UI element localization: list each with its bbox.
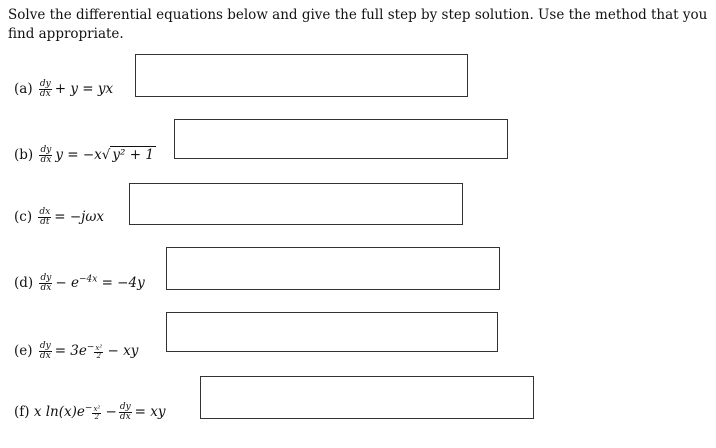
problem-b-equation: [14, 146, 156, 165]
problem-f-rhs: = xy: [134, 404, 166, 420]
sqrt-radicand: y² + 1: [112, 147, 154, 163]
problem-f-lhs: x ln(x)e: [33, 404, 85, 420]
problem-d-rhs: = −4y: [101, 275, 145, 291]
problem-c-rhs: = −jωx: [54, 209, 104, 225]
exponent-sign: −: [84, 403, 93, 414]
derivative-fraction: $\frac{dy}{dx}$: [40, 145, 52, 165]
problem-f-tag: (f): [14, 404, 30, 420]
answer-box-b[interactable]: [174, 119, 508, 159]
answer-box-d[interactable]: [166, 247, 500, 290]
problem-b-tag: (b): [14, 147, 34, 163]
problem-e-tag: (e): [14, 343, 33, 359]
answer-box-f[interactable]: [200, 376, 534, 419]
minus-sign: −: [105, 404, 117, 420]
exponent-fraction: $\frac{\text{x²}}{2}$: [95, 343, 103, 360]
derivative-fraction: $\frac{dy}{dx}$: [39, 79, 51, 99]
exponent-sign: −: [86, 342, 95, 353]
derivative-fraction: $\frac{dx}{dt}$: [39, 207, 51, 227]
problem-f-equation: [14, 403, 166, 422]
problem-d-exp-base: − e: [55, 275, 79, 291]
problem-d-exponent: −4x: [78, 274, 98, 285]
problem-b-rhs: y = −x: [55, 147, 102, 163]
answer-box-e[interactable]: [166, 312, 498, 352]
problem-a-rhs: + y = yx: [54, 81, 114, 97]
problem-c-tag: (c): [14, 209, 33, 225]
problem-d-tag: (d): [14, 275, 34, 291]
problem-a-tag: (a): [14, 81, 33, 97]
derivative-fraction: $\frac{dy}{dx}$: [119, 402, 131, 422]
derivative-fraction: $\frac{dy}{dx}$: [40, 273, 52, 293]
problem-d-equation: [14, 274, 145, 293]
problem-e-rhs: − xy: [107, 343, 139, 359]
sqrt-symbol: √: [101, 147, 111, 163]
instructions-text: Solve the differential equations below and give the full step by step solution. Use the method that you find appropriate.: [8, 7, 708, 42]
derivative-fraction: $\frac{dy}{dx}$: [39, 341, 51, 361]
problem-e-exp-base: = 3e: [54, 343, 87, 359]
problem-c-equation: [14, 208, 104, 227]
problem-e-equation: [14, 342, 138, 361]
answer-box-c[interactable]: [129, 183, 463, 225]
problem-a-equation: [14, 80, 113, 99]
answer-box-a[interactable]: [135, 54, 468, 97]
exponent-fraction: $\frac{\text{x²}}{2}$: [93, 404, 101, 421]
